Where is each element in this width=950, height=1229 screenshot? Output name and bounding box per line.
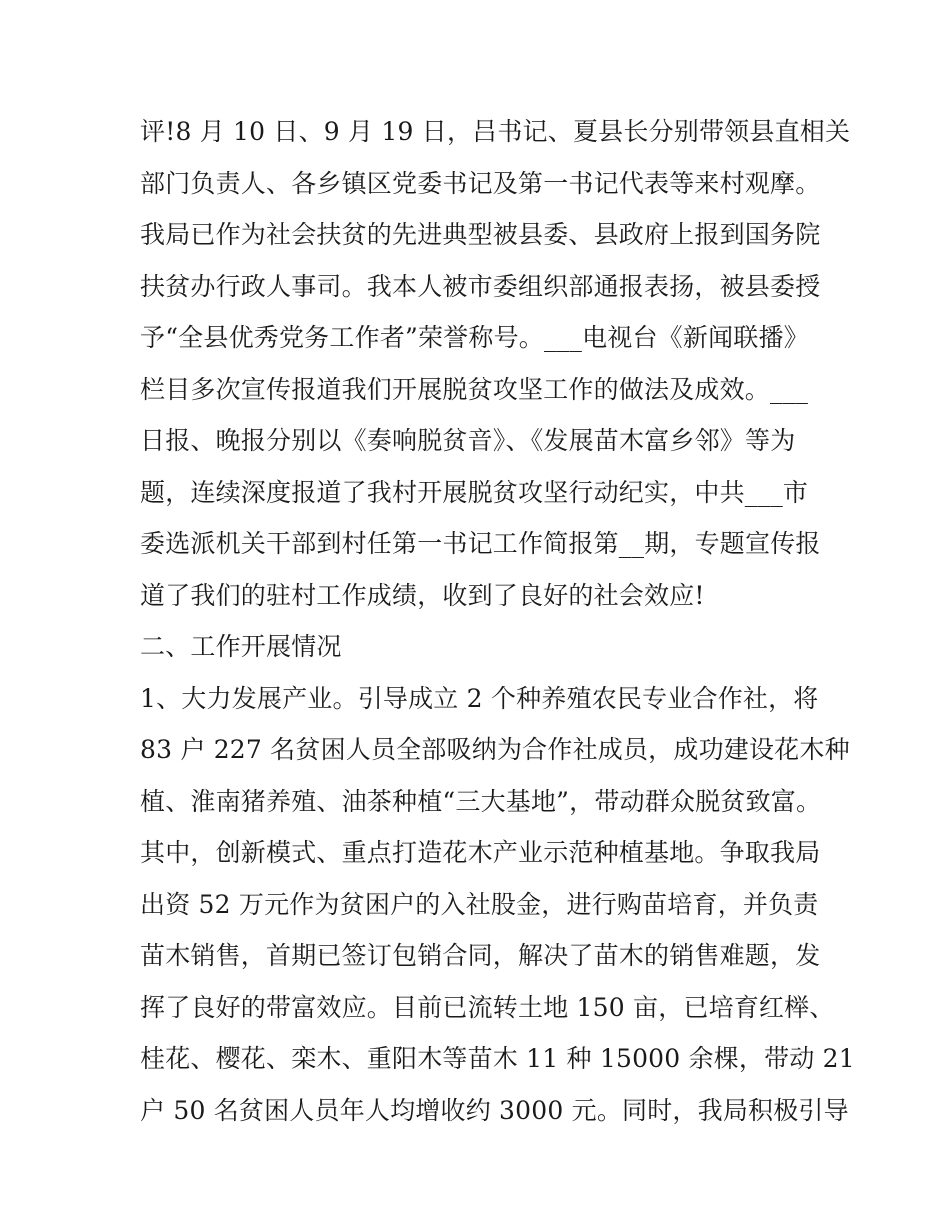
section-heading: 二、工作开展情况 <box>140 632 342 661</box>
text-line: 我局已作为社会扶贫的先进典型被县委、县政府上报到国务院 <box>140 220 821 249</box>
text-line: 予“全县优秀党务工作者”荣誉称号。___电视台《新闻联播》 <box>140 323 809 352</box>
text-line: 植、淮南猪养殖、油茶种植“三大基地”，带动群众脱贫致富。 <box>140 786 822 816</box>
text-line: 日报、晚报分别以《奏响脱贫音》、《发展苗木富乡邻》等为 <box>140 426 796 455</box>
text-line: 挥了良好的带富效应。目前已流转土地 150 亩，已培育红榉、 <box>140 992 835 1022</box>
text-line: 1、大力发展产业。引导成立 2 个种养殖农民专业合作社，将 <box>140 683 819 713</box>
text-line: 道了我们的驻村工作成绩，收到了良好的社会效应! <box>140 580 705 610</box>
text-line: 评!8 月 10 日、9 月 19 日，吕书记、夏县长分别带领县直相关 <box>140 117 851 146</box>
text-line: 题，连续深度报道了我村开展脱贫攻坚行动纪实，中共___市 <box>140 477 809 507</box>
text-line: 出资 52 万元作为贫困户的入社股金，进行购苗培育，并负责 <box>140 889 819 919</box>
text-line: 苗木销售，首期已签订包销合同，解决了苗木的销售难题，发 <box>140 941 821 970</box>
text-line: 部门负责人、各乡镇区党委书记及第一书记代表等来村观摩。 <box>140 168 821 198</box>
text-line: 83 户 227 名贫困人员全部吸纳为合作社成员，成功建设花木种 <box>140 735 850 764</box>
text-line: 其中，创新模式、重点打造花木产业示范种植基地。争取我局 <box>140 838 821 867</box>
text-line: 委选派机关干部到村任第一书记工作简报第__期，专题宣传报 <box>140 529 821 558</box>
text-line: 户 50 名贫困人员年人均增收约 3000 元。同时，我局积极引导 <box>140 1095 849 1125</box>
text-line: 栏目多次宣传报道我们开展脱贫攻坚工作的做法及成效。___ <box>140 374 809 404</box>
body-text <box>140 106 855 1136</box>
text-line: 桂花、樱花、栾木、重阳木等苗木 11 种 15000 余棵，带动 21 <box>140 1044 855 1073</box>
text-line: 扶贫办行政人事司。我本人被市委组织部通报表扬，被县委授 <box>140 271 821 301</box>
